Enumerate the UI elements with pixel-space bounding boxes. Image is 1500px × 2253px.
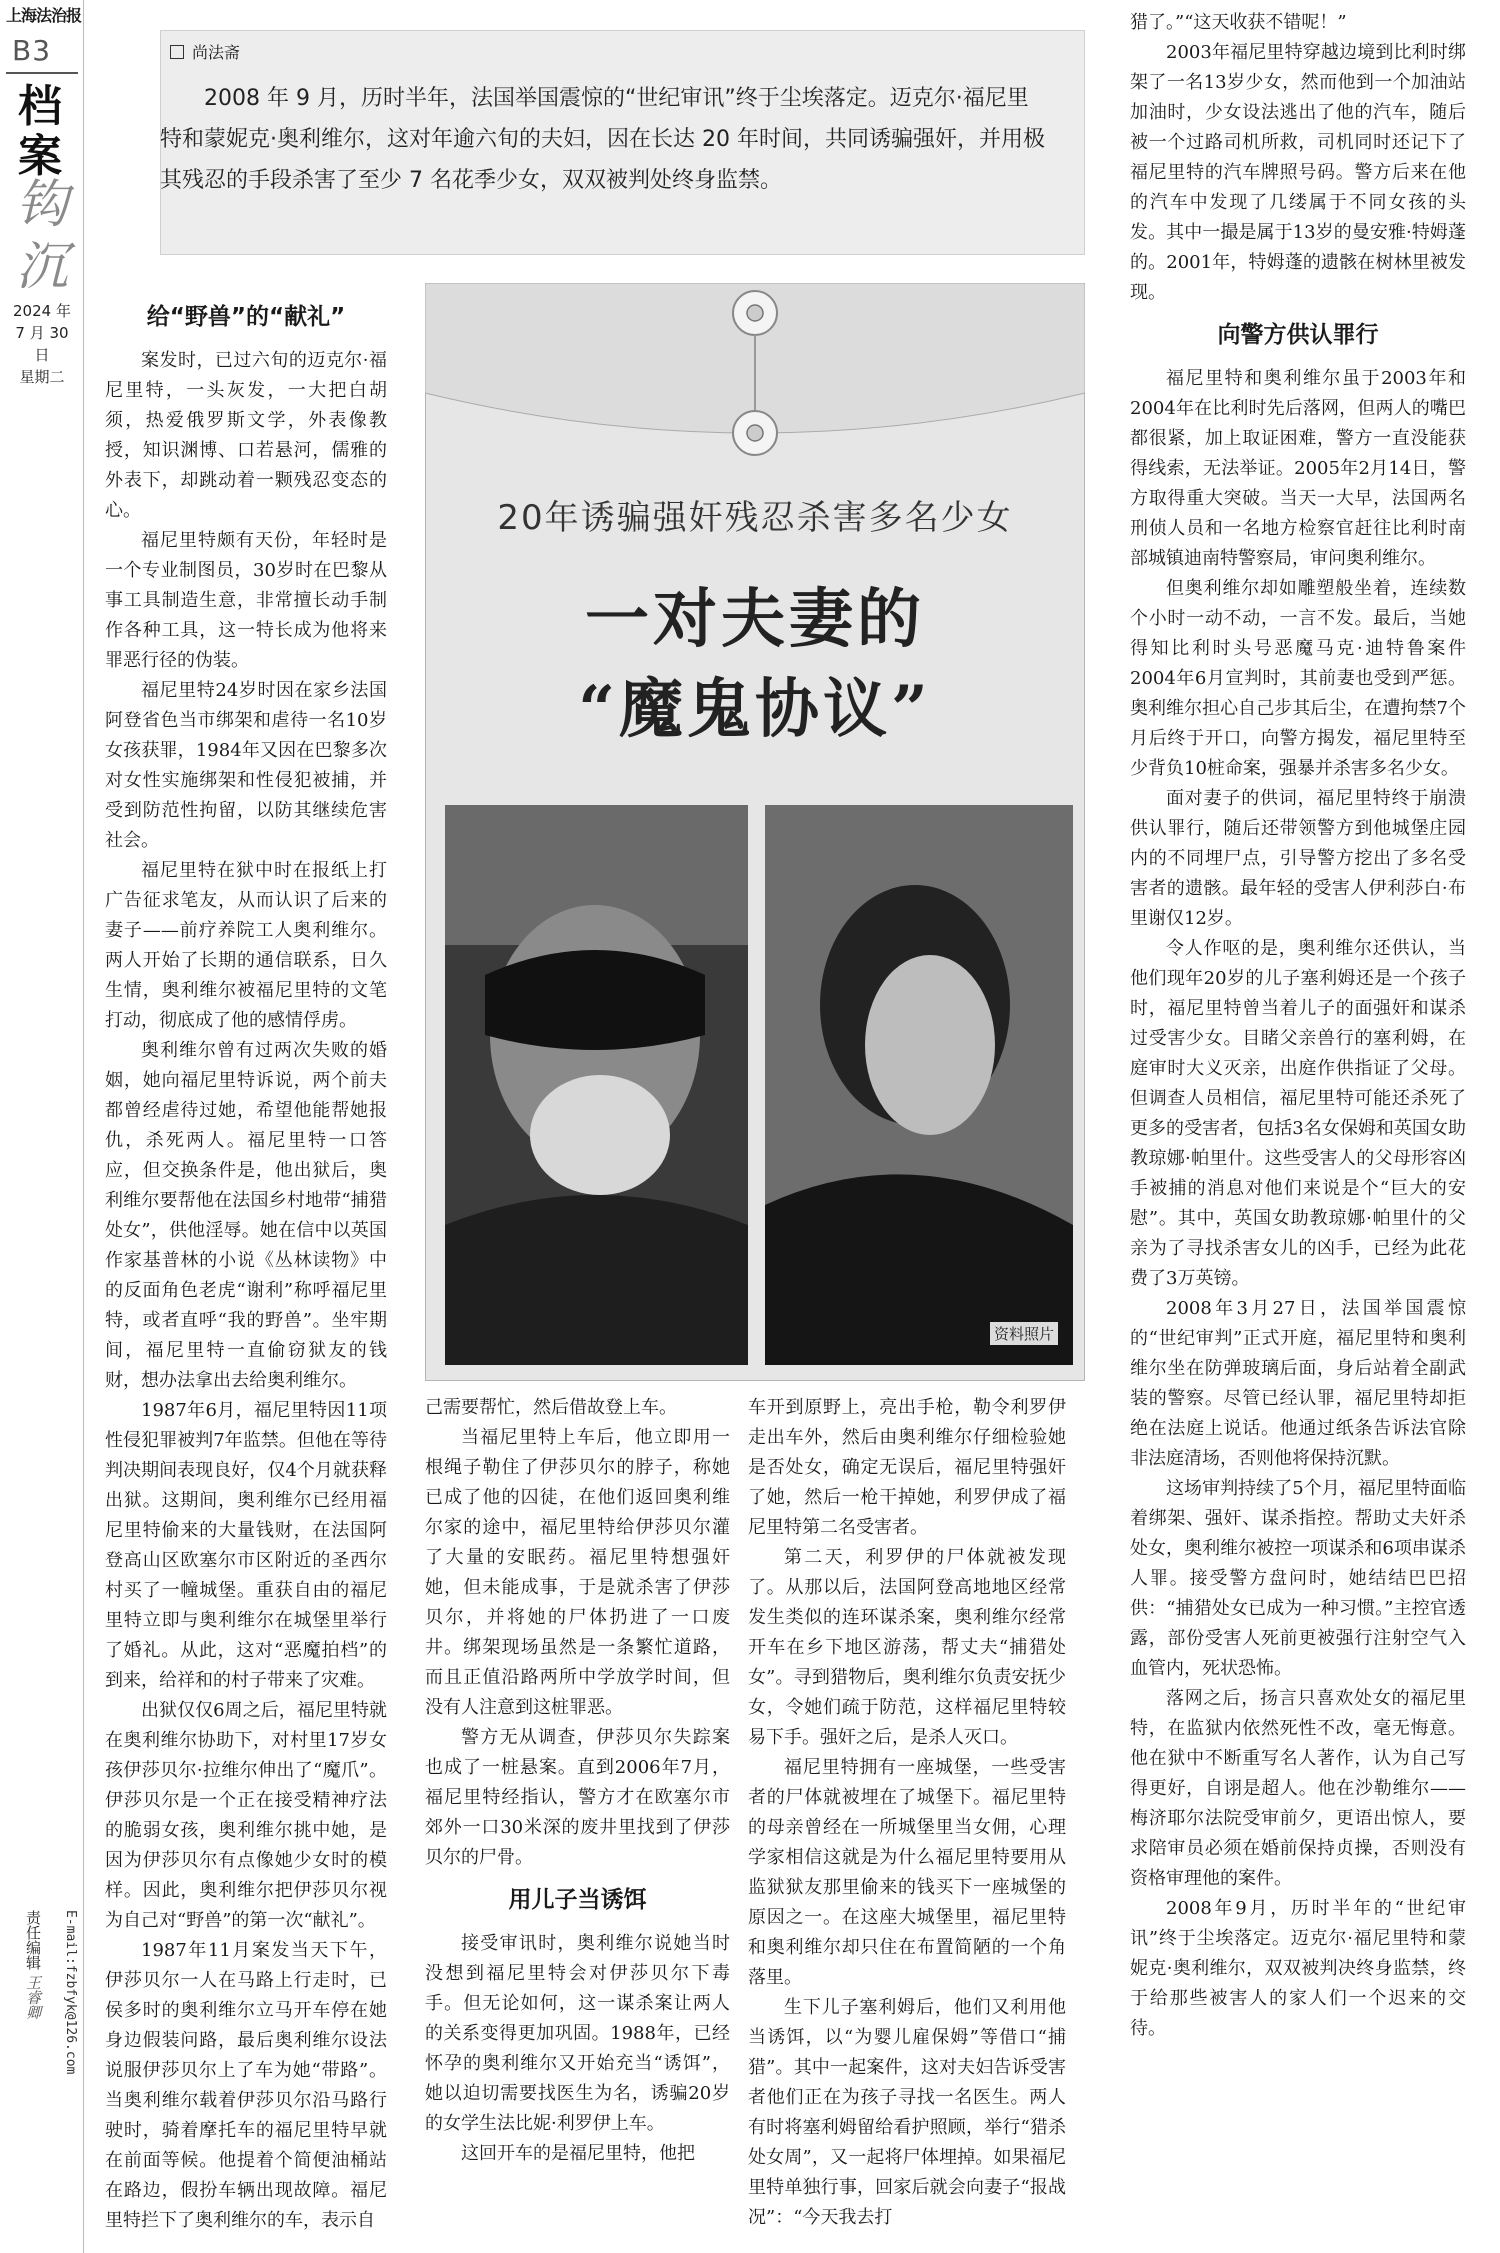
subhead-confession: 向警方供认罪行 [1217,322,1379,348]
headline-title-line1: 一对夫妻的 [585,582,925,657]
paragraph: 生下儿子塞利姆后，他们又利用他当诱饵，以“为婴儿雇保姆”等借口“捕猎”。其中一起案件，这对夫妇告诉受害者他们正在为孩子寻找一名医生。两人有时将塞利姆留给看护照顾，举行“猎杀处女周”，又一起将尸体埋掉。如果福尼里特单独行事，回家后就会向妻子“报战况”：“今天我去打 [748,1997,1066,2228]
paragraph: 但奥利维尔却如雕塑般坐着，连续数个小时一动不动，一言不发。最后，当她得知比利时头号恶魔马克·迪特鲁案件2004年6月宣判时，其前妻也受到严惩。奥利维尔担心自己步其后尘，在遭拘禁7个月后终于开口，向警方揭发，福尼里特至少背负10桩命案，强暴并杀害多名少女。 [1130,578,1466,779]
paragraph: 警方无从调查，伊莎贝尔失踪案也成了一桩悬案。直到2006年7月，福尼里特经指认，警方才在欧塞尔市郊外一口30米深的废井里找到了伊莎贝尔的尸骨。 [425,1727,730,1868]
male-portrait-icon [445,805,748,1365]
paragraph: 福尼里特拥有一座城堡，一些受害者的尸体就被埋在了城堡下。福尼里特的母亲曾经在一所城堡里当女佣，心理学家相信这就是为什么福尼里特要用从监狱狱友那里偷来的钱买下一座城堡的原因之一。在这座大城堡里，福尼里特和奥利维尔却只住在布置简陋的一个角落里。 [748,1757,1066,1988]
paragraph: 2008年3月27日，法国举国震惊的“世纪审判”正式开庭，福尼里特和奥利维尔坐在防弹玻璃后面，身后站着全副武装的警察。尽管已经认罪，福尼里特却拒绝在法庭上说话。他通过纸条告诉法官除非法庭清场，否则他将保持沉默。 [1130,1298,1466,1469]
column-tag-label: 尚法斋 [192,43,241,62]
paragraph: 第二天，利罗伊的尸体就被发现了。从那以后，法国阿登高地地区经常发生类似的连环谋杀案，奥利维尔经常开车在乡下地区游荡，帮丈夫“捕猎处女”。寻到猎物后，奥利维尔负责安抚少女，令她们疏于防范，这样福尼里特较易下手。强奸之后，是杀人灭口。 [748,1547,1066,1748]
square-icon [170,45,184,59]
paragraph: 落网之后，扬言只喜欢处女的福尼里特，在监狱内依然死性不改，毫无悔意。他在狱中不断重写名人著作，认为自己写得更好，自诩是超人。他在沙勒维尔——梅济耶尔法院受审前夕，更语出惊人，要求陪审员必须在婚前保持贞操，否则没有资格审理他的案件。 [1130,1688,1466,1889]
envelope-flap-icon [425,283,1085,483]
section-name-secondary: 钩沉 [16,175,69,297]
editor-email[interactable]: E-mail:fzbfyk@126.com [63,1910,78,2075]
female-portrait-icon [765,805,1073,1365]
page-sidebar [0,0,84,2253]
paragraph: 1987年6月，福尼里特因11项性侵犯罪被判7年监禁。但他在等待判决期间表现良好，仅4个月就获释出狱。这期间，奥利维尔已经用福尼里特偷来的大量钱财，在法国阿登高山区欧塞尔市区附近的圣西尔村买了一幢城堡。重获自由的福尼里特立即与奥利维尔在城堡里举行了婚礼。从此，这对“恶魔拍档”的到来，给祥和的村子带来了灾难。 [105,1400,387,1691]
article-column-1 [105,290,387,2236]
editor-name: 王睿卿 [24,1974,42,2020]
paragraph: 令人作呕的是，奥利维尔还供认，当他们现年20岁的儿子塞利姆还是一个孩子时，福尼里特曾当着儿子的面强奸和谋杀过受害少女。目睹父亲兽行的塞利姆，在庭审时大义灭亲，出庭作供指证了父母。但调查人员相信，福尼里特可能还杀死了更多的受害者，包括3名女保姆和英国女助教琼娜·帕里什。这些受害人的父母形容凶手被捕的消息对他们来说是个“巨大的安慰”。其中，英国女助教琼娜·帕里什的父亲为了寻找杀害女儿的凶手，已经为此花费了3万英镑。 [1130,938,1466,1289]
editor-credit [4,1910,44,2020]
paragraph: 福尼里特在狱中时在报纸上打广告征求笔友，从而认识了后来的妻子——前疗养院工人奥利维尔。两人开始了长期的通信联系，日久生情，奥利维尔被福尼里特的文笔打动，彻底成了他的感情俘虏。 [105,860,387,1031]
paragraph: 2008年9月，历时半年的“世纪审讯”终于尘埃落定。迈克尔·福尼里特和蒙妮克·奥利维尔，双双被判决终身监禁，终于给那些被害人的家人们一个迟来的交待。 [1130,1898,1466,2039]
lead-summary: 2008 年 9 月，历时半年，法国举国震惊的“世纪审讯”终于尘埃落定。迈克尔·福尼里特和蒙妮克·奥利维尔，这对年逾六旬的夫妇，因在长达 20 年时间，共同诱骗强奸，并用极其残忍的手段杀害了至少 7 名花季少女，双双被判处终身监禁。 [160,86,1045,193]
paragraph: 案发时，已过六旬的迈克尔·福尼里特，一头灰发，一大把白胡须，热爱俄罗斯文学，外表像教授，知识渊博、口若悬河，儒雅的外表下，却跳动着一颗残忍变态的心。 [105,350,387,521]
paragraph: 福尼里特颇有天份，年轻时是一个专业制图员，30岁时在巴黎从事工具制造生意，非常擅长动手制作各种工具，这一特长成为他将来罪恶行径的伪装。 [105,530,387,671]
section-name-primary: 档案 [18,81,62,182]
paragraph: 猎了。”“这天收获不错呢！” [1130,12,1347,33]
article-column-2 [425,1393,730,2169]
issue-year: 2024 年 [13,302,71,320]
paragraph: 福尼里特和奥利维尔虽于2003年和2004年在比利时先后落网，但两人的嘴巴都很紧，加上取证困难，警方一直没能获得线索，无法举证。2005年2月14日，警方取得重大突破。当天一大早，法国两名刑侦人员和一名地方检察官赶往比利时南部城镇迪南特警察局，审问奥利维尔。 [1130,368,1466,569]
paragraph: 这场审判持续了5个月，福尼里特面临着绑架、强奸、谋杀指控。帮助丈夫奸杀处女，奥利维尔被控一项谋杀和6项串谋杀人罪。接受警方盘问时，她结结巴巴招供：“捕猎处女已成为一种习惯。”主控官透露，部份受害人死前更被强行注射空气入血管内，死状恐怖。 [1130,1478,1466,1679]
paper-name: 上海法治报 [6,6,82,25]
masthead-divider [6,72,78,74]
paragraph: 出狱仅仅6周之后，福尼里特就在奥利维尔协助下，对村里17岁女孩伊莎贝尔·拉维尔伸出了“魔爪”。伊莎贝尔是一个正在接受精神疗法的脆弱女孩，奥利维尔挑中她，是因为伊莎贝尔有点像她少女时的模样。因此，奥利维尔把伊莎贝尔视为自己对“野兽”的第一次“献礼”。 [105,1700,387,1931]
subhead-gift: 给“野兽”的“献礼” [146,304,346,330]
subhead-son-bait: 用儿子当诱饵 [508,1887,647,1913]
paragraph: 己需要帮忙，然后借故登上车。 [425,1397,677,1418]
headline-title [425,575,1085,755]
column-tag [170,40,240,63]
article-column-3 [748,1393,1066,2233]
page-number: B3 [12,34,52,67]
female-suspect-photo [765,805,1073,1365]
issue-weekday: 星期二 [19,368,65,386]
paragraph: 面对妻子的供词，福尼里特终于崩溃供认罪行，随后还带领警方到他城堡庄园内的不同埋尸点，引导警方挖出了多名受害者的遗骸。最年轻的受害人伊利莎白·布里谢仅12岁。 [1130,788,1466,929]
paragraph: 车开到原野上，亮出手枪，勒令利罗伊走出车外，然后由奥利维尔仔细检验她是否处女，确定无误后，福尼里特强奸了她，然后一枪干掉她，利罗伊成了福尼里特第二名受害者。 [748,1397,1066,1538]
editor-label: 责任编辑 [24,1910,42,1970]
paragraph: 接受审讯时，奥利维尔说她当时没想到福尼里特会对伊莎贝尔下毒手。但无论如何，这一谋杀案让两人的关系变得更加巩固。1988年，已经怀孕的奥利维尔又开始充当“诱饵”，她以迫切需要找医生为名，诱骗20岁的女学生法比妮·利罗伊上车。 [425,1933,730,2134]
photo-caption: 资料照片 [990,1322,1058,1345]
article-column-4 [1130,8,1466,2044]
paragraph: 福尼里特24岁时因在家乡法国阿登省色当市绑架和虐待一名10岁女孩获罪，1984年又因在巴黎多次对女性实施绑架和性侵犯被捕，并受到防范性拘留，以防其继续危害社会。 [105,680,387,851]
paragraph: 1987年11月案发当天下午，伊莎贝尔一人在马路上行走时，已侯多时的奥利维尔立马开车停在她身边假装问路，最后奥利维尔设法说服伊莎贝尔上了车为她“带路”。当奥利维尔载着伊莎贝尔沿马路行驶时，骑着摩托车的福尼里特早就在前面等候。他提着个简便油桶站在路边，假扮车辆出现故障。福尼里特拦下了奥利维尔的车，表示自 [105,1940,387,2231]
headline-title-line2: “魔鬼协议” [578,672,932,747]
issue-date [6,300,78,388]
paragraph: 奥利维尔曾有过两次失败的婚姻，她向福尼里特诉说，两个前夫都曾经虐待过她，希望他能帮她报仇，杀死两人。福尼里特一口答应，但交换条件是，他出狱后，奥利维尔要帮他在法国乡村地带“捕猎处女”，供他淫辱。她在信中以英国作家基普林的小说《丛林读物》中的反面角色老虎“谢利”称呼福尼里特，或者直呼“我的野兽”。坐牢期间，福尼里特一直偷窃狱友的钱财，想办法拿出去给奥利维尔。 [105,1040,387,1391]
paragraph: 2003年福尼里特穿越边境到比利时绑架了一名13岁少女，然而他到一个加油站加油时，少女设法逃出了他的汽车，随后被一个过路司机所救，司机同时还记下了福尼里特的汽车牌照号码。警方后来在他的汽车中发现了几缕属于不同女孩的头发。其中一撮是属于13岁的曼安雅·特姆蓬的。2001年，特姆蓬的遗骸在树林里被发现。 [1130,42,1466,303]
issue-day: 7 月 30 日 [15,324,69,364]
paragraph: 这回开车的是福尼里特，他把 [461,2143,695,2164]
headline-subtitle: 20年诱骗强奸残忍杀害多名少女 [497,498,1013,538]
paragraph: 当福尼里特上车后，他立即用一根绳子勒住了伊莎贝尔的脖子，称她已成了他的囚徒，在他们返回奥利维尔家的途中，福尼里特给伊莎贝尔灌了大量的安眠药。福尼里特想强奸她，但未能成事，于是就杀害了伊莎贝尔，并将她的尸体扔进了一口废井。绑架现场虽然是一条繁忙道路，而且正值沿路两所中学放学时间，但没有人注意到这桩罪恶。 [425,1427,730,1718]
male-suspect-photo [445,805,748,1365]
